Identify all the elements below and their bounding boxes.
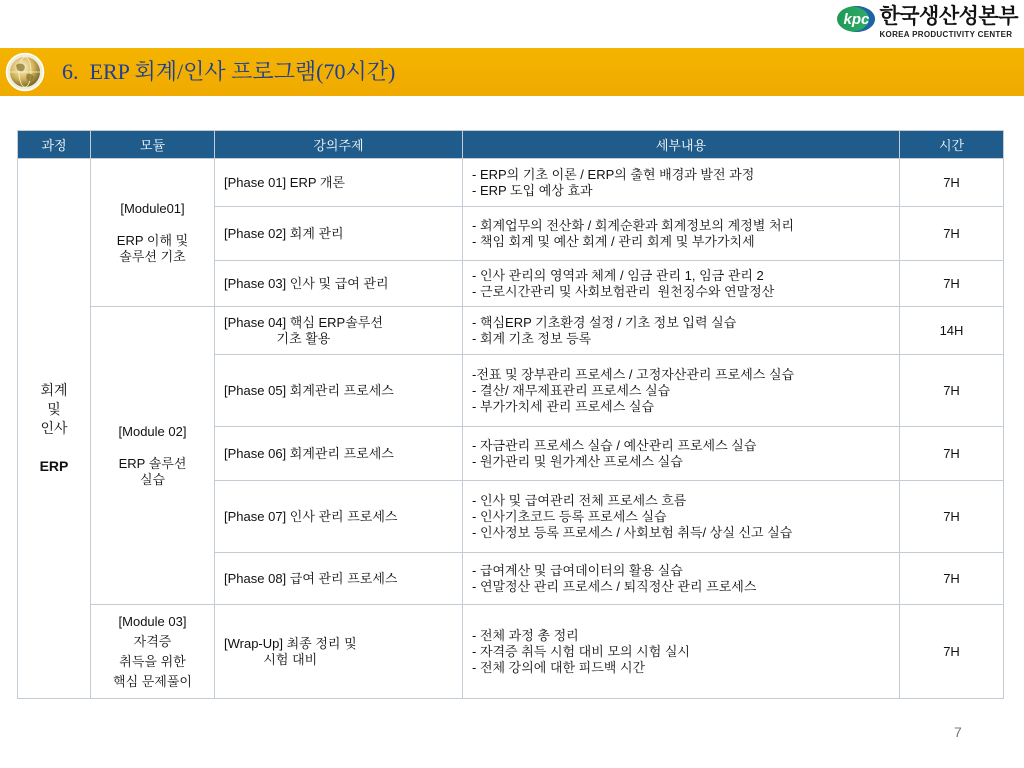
details-line: -전표 및 장부관리 프로세스 / 고정자산관리 프로세스 실습 <box>472 366 795 382</box>
details-line: - 급여계산 및 급여데이터의 활용 실습 <box>472 562 683 578</box>
module-line: 자격증 <box>133 633 172 649</box>
time-cell: 7H <box>900 355 1004 427</box>
page-title: 6. ERP 회계/인사 프로그램(70시간) <box>62 59 396 84</box>
kpc-logo <box>837 3 1018 40</box>
details-line: - 부가가치세 관리 프로세스 실습 <box>472 398 655 414</box>
time-cell: 7H <box>900 481 1004 553</box>
details-cell <box>463 207 900 261</box>
course-code: ERP <box>39 458 69 474</box>
details-line: - 연말정산 관리 프로세스 / 퇴직정산 관리 프로세스 <box>472 578 757 594</box>
details-cell <box>463 605 900 699</box>
module-label: [Module 02] <box>118 423 187 439</box>
details-line: - 자금관리 프로세스 실습 / 예산관리 프로세스 실습 <box>472 437 757 453</box>
details-line: - 회계 기초 정보 등록 <box>472 330 592 346</box>
topic-cell <box>215 553 463 605</box>
time-cell: 7H <box>900 553 1004 605</box>
details-line: - ERP의 기초 이론 / ERP의 출현 배경과 발전 과정 <box>472 166 755 182</box>
course-cell <box>18 159 91 699</box>
details-line: - 인사정보 등록 프로세스 / 사회보험 취득/ 상실 신고 실습 <box>472 524 793 540</box>
topic-cell <box>215 307 463 355</box>
module-line: 핵심 문제풀이 <box>113 673 192 689</box>
header-course: 과정 <box>18 131 91 159</box>
logo-name-english: KOREA PRODUCTIVITY CENTER <box>879 30 1013 39</box>
course-line: 회계 <box>40 382 68 398</box>
details-line: - ERP 도입 예상 효과 <box>472 182 593 198</box>
details-cell <box>463 307 900 355</box>
details-line: - 인사 관리의 영역과 체계 / 임금 관리 1, 임금 관리 2 <box>472 267 764 283</box>
topic-cell <box>215 481 463 553</box>
curriculum-table <box>17 130 1004 699</box>
topic-line: 기초 활용 <box>276 330 331 346</box>
details-line: - 전체 강의에 대한 피드백 시간 <box>472 659 646 675</box>
details-line: - 결산/ 재무제표관리 프로세스 실습 <box>472 382 671 398</box>
time-cell: 7H <box>900 605 1004 699</box>
header-details: 세부내용 <box>463 131 900 159</box>
details-line: - 원가관리 및 원가계산 프로세스 실습 <box>472 453 683 469</box>
logo-mark: kpc <box>837 6 875 32</box>
details-line: - 핵심ERP 기초환경 설정 / 기초 정보 입력 실습 <box>472 314 737 330</box>
header-module: 모듈 <box>91 131 215 159</box>
logo-text <box>879 3 1018 40</box>
module-cell <box>91 307 215 605</box>
details-line: - 전체 과정 총 정리 <box>472 627 579 643</box>
course-line: 인사 <box>40 420 68 436</box>
time-cell: 7H <box>900 261 1004 307</box>
topic-cell <box>215 159 463 207</box>
topic-line: [Phase 06] 회계관리 프로세스 <box>224 445 394 461</box>
details-line: - 자격증 취득 시험 대비 모의 시험 실시 <box>472 643 690 659</box>
time-cell: 7H <box>900 427 1004 481</box>
logo-name-korean: 한국생산성본부 <box>879 5 1018 28</box>
globe-icon <box>5 52 45 92</box>
module-label: [Module01] <box>120 200 185 216</box>
module-line: 실습 <box>139 471 166 487</box>
module-line: 솔루션 기초 <box>119 248 186 264</box>
topic-cell <box>215 427 463 481</box>
topic-line: [Phase 05] 회계관리 프로세스 <box>224 382 394 398</box>
title-band <box>0 48 1024 96</box>
time-cell: 14H <box>900 307 1004 355</box>
page-number: 7 <box>954 724 962 740</box>
table-header-row <box>18 131 1004 159</box>
details-cell <box>463 261 900 307</box>
header-time: 시간 <box>900 131 1004 159</box>
topic-line: [Wrap-Up] 최종 정리 및 <box>224 635 357 651</box>
module-line: ERP 이해 및 <box>116 232 189 248</box>
module-line: 취득을 위한 <box>119 653 186 669</box>
details-line: - 인사기초코드 등록 프로세스 실습 <box>472 508 667 524</box>
topic-line: [Phase 02] 회계 관리 <box>224 225 344 241</box>
topic-line: [Phase 04] 핵심 ERP솔루션 <box>224 314 383 330</box>
topic-cell <box>215 355 463 427</box>
module-label: [Module 03] <box>118 613 187 629</box>
details-cell <box>463 481 900 553</box>
topic-cell <box>215 261 463 307</box>
module-cell <box>91 159 215 307</box>
topic-line: [Phase 07] 인사 관리 프로세스 <box>224 508 398 524</box>
topic-line: [Phase 01] ERP 개론 <box>224 174 345 190</box>
table-row <box>18 159 1004 207</box>
time-cell: 7H <box>900 159 1004 207</box>
details-cell <box>463 427 900 481</box>
time-cell: 7H <box>900 207 1004 261</box>
topic-cell <box>215 605 463 699</box>
details-cell <box>463 159 900 207</box>
details-line: - 회계업무의 전산화 / 회계순환과 회계정보의 계정별 처리 <box>472 217 795 233</box>
module-line: ERP 솔루션 <box>118 455 187 471</box>
module-cell <box>91 605 215 699</box>
details-line: - 근로시간관리 및 사회보험관리 원천징수와 연말정산 <box>472 283 775 299</box>
header-topic: 강의주제 <box>215 131 463 159</box>
table-row <box>18 307 1004 355</box>
topic-line: [Phase 08] 급여 관리 프로세스 <box>224 570 398 586</box>
details-line: - 인사 및 급여관리 전체 프로세스 흐름 <box>472 492 687 508</box>
details-cell <box>463 553 900 605</box>
topic-line: [Phase 03] 인사 및 급여 관리 <box>224 275 389 291</box>
course-line: 및 <box>47 401 61 417</box>
topic-cell <box>215 207 463 261</box>
details-cell <box>463 355 900 427</box>
details-line: - 책임 회계 및 예산 회계 / 관리 회계 및 부가가치세 <box>472 233 755 249</box>
topic-line: 시험 대비 <box>263 651 318 667</box>
table-row <box>18 605 1004 699</box>
